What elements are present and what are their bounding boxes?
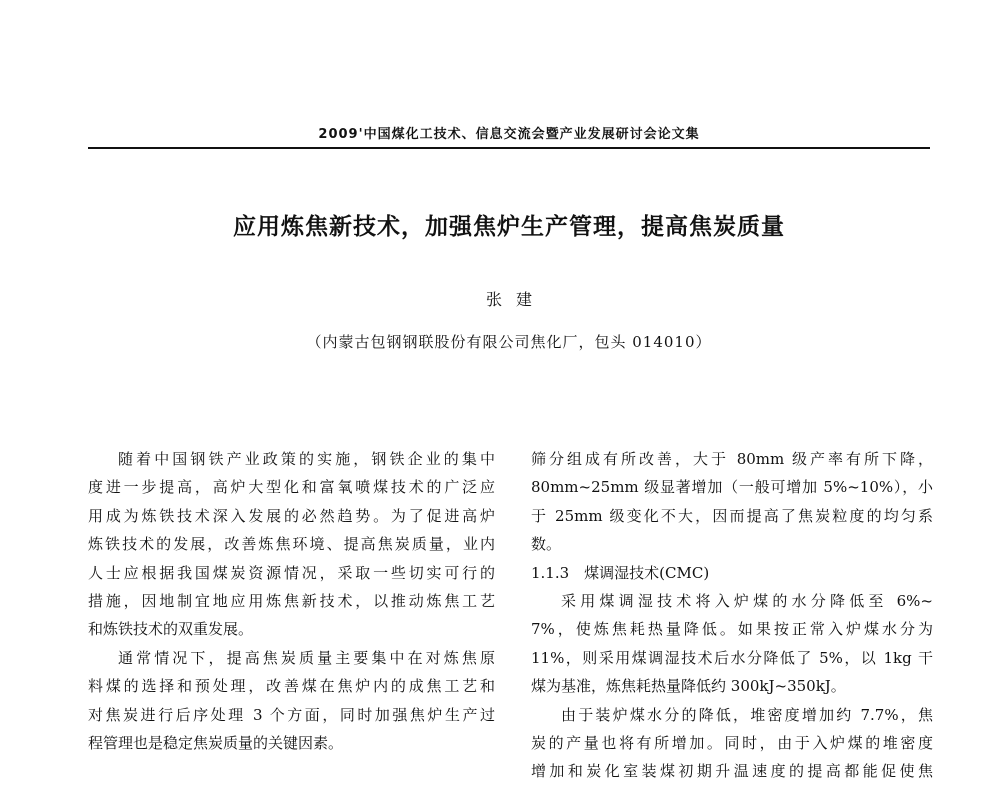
- header-rule: [88, 147, 930, 149]
- author-name: 张建: [485, 290, 546, 309]
- body-line: 于 25mm 级变化不大，因而提高了焦炭粒度的均匀系: [531, 506, 933, 525]
- body-line: 随着中国钢铁产业政策的实施，钢铁企业的集中: [118, 450, 495, 468]
- body-line: 80mm~25mm 级显著增加（一般可增加 5%~10%），小: [531, 478, 933, 497]
- right-column: [531, 445, 933, 786]
- body-line: 程管理也是稳定焦炭质量的关键因素。: [88, 733, 344, 752]
- section-heading: 1.1.3 煤调湿技术(CMC): [531, 563, 710, 582]
- body-line: 增加和炭化室装煤初期升温速度的提高都能促使焦: [531, 762, 933, 781]
- body-line: 采用煤调湿技术将入炉煤的水分降低至 6%~: [561, 591, 933, 610]
- paper-title: 应用炼焦新技术，加强焦炉生产管理，提高焦炭质量: [233, 214, 785, 240]
- body-line: 11%，则采用煤调湿技术后水分降低了 5%，以 1kg 干: [531, 648, 933, 667]
- author-affiliation: （内蒙古包钢钢联股份有限公司焦化厂，包头 014010）: [306, 333, 712, 351]
- body-line: 人士应根据我国煤炭资源情况，采取一些切实可行的: [88, 563, 495, 582]
- body-line: 料煤的选择和预处理，改善煤在焦炉内的成焦工艺和: [88, 677, 495, 696]
- body-line: 对焦炭进行后序处理 3 个方面，同时加强焦炉生产过: [88, 705, 495, 724]
- running-header: 2009'中国煤化工技术、信息交流会暨产业发展研讨会论文集: [318, 127, 700, 142]
- body-line: 用成为炼铁技术深入发展的必然趋势。为了促进高炉: [88, 506, 495, 525]
- body-line: 煤为基准，炼焦耗热量降低约 300kJ~350kJ。: [531, 677, 846, 696]
- body-line: 7%，使炼焦耗热量降低。如果按正常入炉煤水分为: [531, 620, 933, 639]
- body-line: 由于装炉煤水分的降低，堆密度增加约 7.7%，焦: [561, 705, 933, 724]
- body-line: 和炼铁技术的双重发展。: [88, 620, 254, 639]
- body-line: 炭的产量也将有所增加。同时，由于入炉煤的堆密度: [531, 733, 933, 752]
- body-line: 筛分组成有所改善，大于 80mm 级产率有所下降，: [531, 450, 933, 468]
- body-line: 通常情况下，提高焦炭质量主要集中在对炼焦原: [118, 648, 495, 667]
- body-line: 度进一步提高，高炉大型化和富氧喷煤技术的广泛应: [88, 478, 495, 497]
- body-line: 炼铁技术的发展，改善炼焦环境、提高焦炭质量，业内: [88, 535, 495, 554]
- body-line: 措施，因地制宜地应用炼焦新技术，以推动炼焦工艺: [88, 591, 495, 610]
- left-column: [88, 445, 495, 757]
- body-line: 数。: [531, 535, 562, 554]
